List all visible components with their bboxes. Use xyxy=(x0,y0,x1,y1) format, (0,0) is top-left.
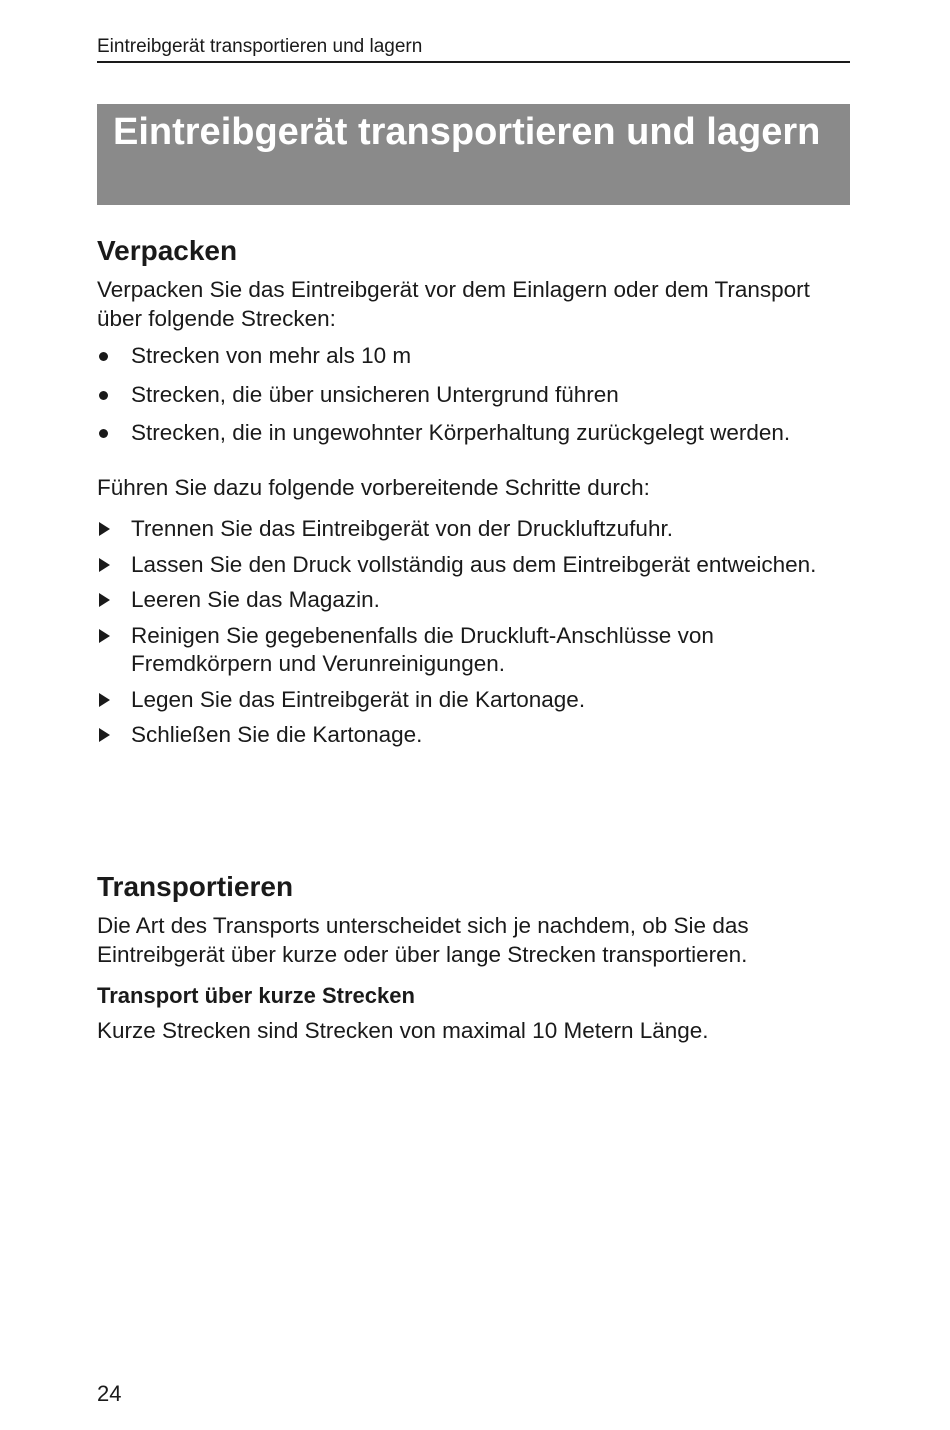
section-heading-transportieren: Transportieren xyxy=(97,871,294,902)
section-transportieren xyxy=(97,870,850,1046)
kurze-strecken-text: Kurze Strecken sind Strecken von maximal 10 Metern Länge. xyxy=(97,1018,709,1043)
transportieren-intro: Die Art des Transports unterscheidet sich je nachdem, ob Sie das Eintreibgerät über kurze oder über lange Strecken transportieren. xyxy=(97,913,749,967)
title-banner xyxy=(97,104,850,205)
step-text: Schließen Sie die Kartonage. xyxy=(131,722,423,747)
bullet-text: Strecken, die über unsicheren Untergrund führen xyxy=(131,381,619,407)
step-item xyxy=(97,586,850,615)
step-item xyxy=(97,622,850,679)
section-heading-verpacken: Verpacken xyxy=(97,235,238,266)
verpacken-intro: Verpacken Sie das Eintreibgerät vor dem Einlagern oder dem Transport über folgende Strecken: xyxy=(97,277,810,331)
triangle-right-icon xyxy=(99,728,110,742)
step-item xyxy=(97,686,850,715)
step-item xyxy=(97,515,850,544)
triangle-right-icon xyxy=(99,593,110,607)
step-text: Reinigen Sie gegebenenfalls die Druckluft-Anschlüsse von Fremdkörpern und Verunreinigungen. xyxy=(131,622,714,676)
page-number: 24 xyxy=(97,1381,122,1406)
list-item xyxy=(97,419,850,448)
step-text: Legen Sie das Eintreibgerät in die Kartonage. xyxy=(131,686,586,712)
step-text: Trennen Sie das Eintreibgerät von der Druckluftzufuhr. xyxy=(131,516,673,541)
running-header: Eintreibgerät transportieren und lagern xyxy=(97,36,423,57)
page-title: Eintreibgerät transportieren und lagern xyxy=(113,111,821,153)
step-text: Leeren Sie das Magazin. xyxy=(131,587,380,612)
list-item xyxy=(97,342,850,371)
triangle-right-icon xyxy=(99,522,110,536)
bullet-list xyxy=(97,342,850,448)
step-text: Lassen Sie den Druck vollständig aus dem Eintreibgerät entweichen. xyxy=(131,551,817,577)
subheading-kurze-strecken: Transport über kurze Strecken xyxy=(97,983,415,1008)
bullet-icon xyxy=(99,352,108,361)
triangle-right-icon xyxy=(99,693,110,707)
list-item xyxy=(97,381,850,410)
bullet-icon xyxy=(99,429,108,438)
step-item xyxy=(97,551,850,580)
step-list xyxy=(97,515,850,750)
bullet-text: Strecken von mehr als 10 m xyxy=(131,343,412,368)
triangle-right-icon xyxy=(99,558,110,572)
bullet-icon xyxy=(99,391,108,400)
section-verpacken xyxy=(97,234,850,750)
triangle-right-icon xyxy=(99,629,110,643)
step-item xyxy=(97,721,850,750)
bullet-text: Strecken, die in ungewohnter Körperhaltung zurückgelegt werden. xyxy=(131,420,791,445)
steps-intro: Führen Sie dazu folgende vorbereitende Schritte durch: xyxy=(97,474,650,500)
header-rule xyxy=(97,61,850,63)
